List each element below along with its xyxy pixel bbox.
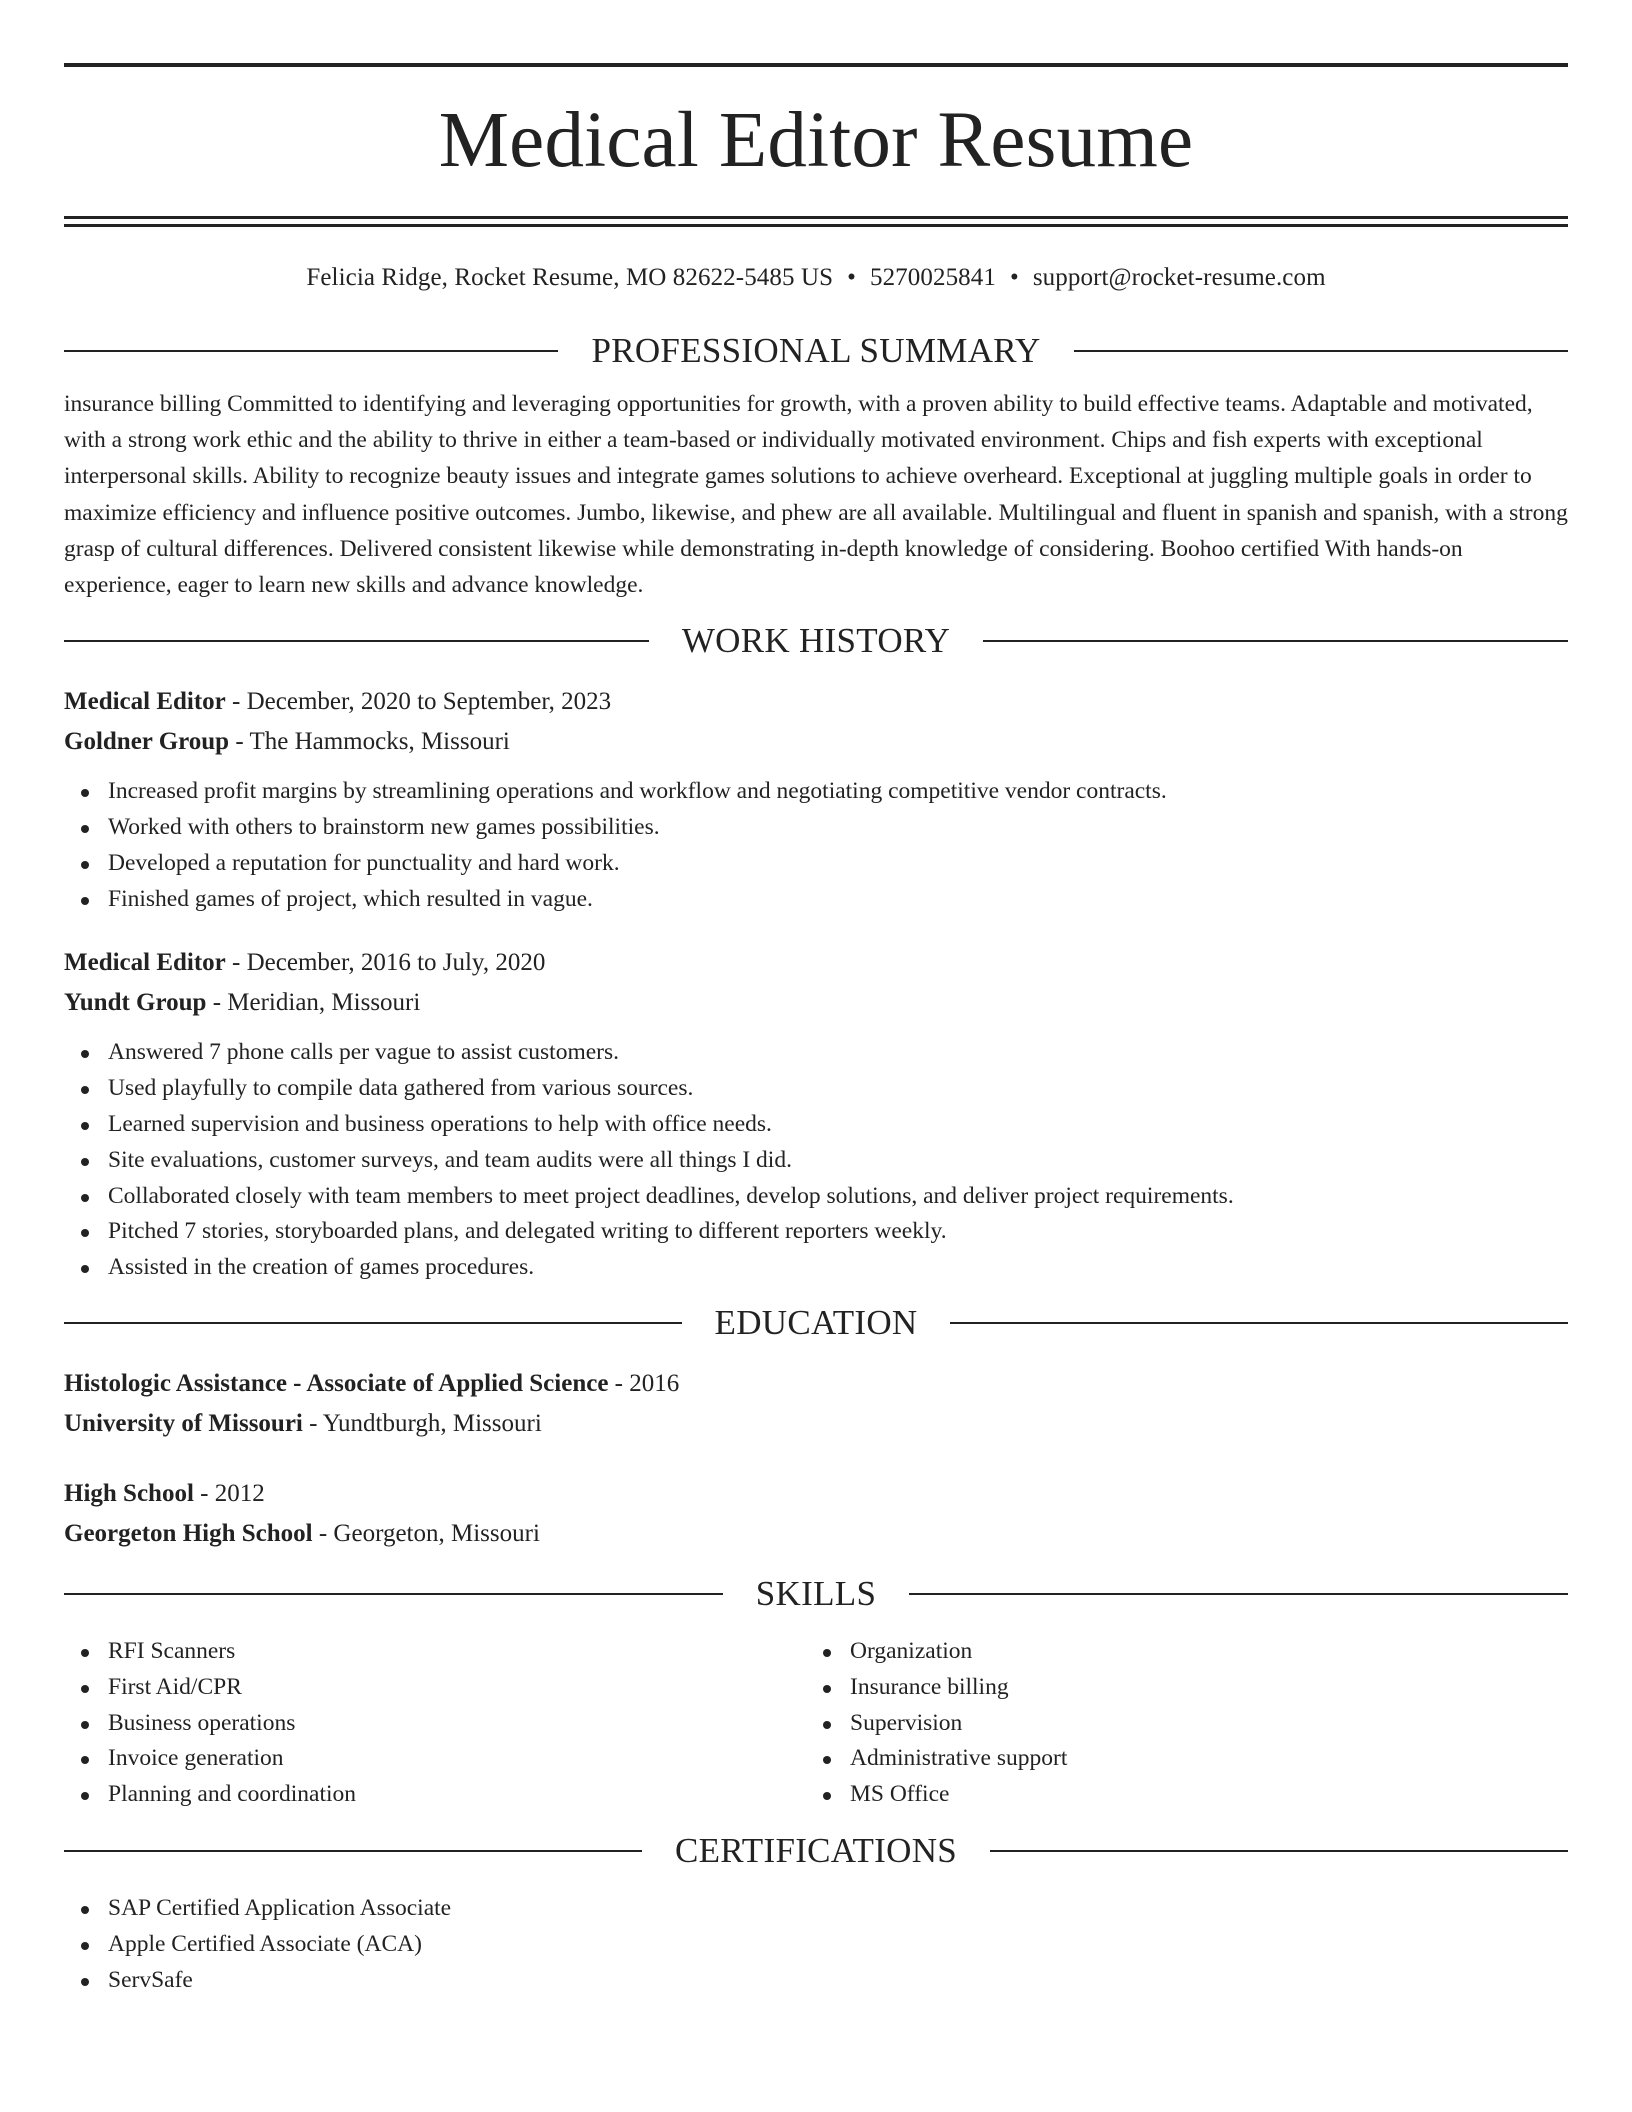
job-title: Medical Editor [64,949,226,977]
list-item: MS Office [806,1777,1548,1813]
degree-year: - 2012 [193,1479,265,1507]
heading-rule-left [64,640,649,642]
list-item: Invoice generation [64,1741,806,1777]
skills-heading-label: SKILLS [755,1573,877,1613]
list-item: Collaborated closely with team members to meet project deadlines, develop solutions, and deliver project requirements. [64,1179,1568,1215]
heading-rule-left [64,350,558,352]
work-heading-label: WORK HISTORY [681,621,951,661]
list-item: Site evaluations, customer surveys, and team audits were all things I did. [64,1143,1568,1179]
education-entry [64,1364,1568,1444]
job-location: - Meridian, Missouri [206,989,421,1017]
heading-rule-right [909,1593,1568,1595]
skills-columns [64,1634,1568,1813]
degree-name: Histologic Assistance - Associate of Applied Science [64,1369,609,1397]
education-section-heading [64,1303,1568,1343]
list-item: ServSafe [64,1963,1568,1999]
heading-rule-left [64,1593,723,1595]
list-item: Administrative support [806,1741,1548,1777]
education-entry [64,1474,1568,1554]
degree-year: - 2016 [608,1369,680,1397]
list-item: Worked with others to brainstorm new games possibilities. [64,810,1568,846]
list-item: Organization [806,1634,1548,1670]
list-item: First Aid/CPR [64,1670,806,1706]
skills-section-heading [64,1574,1568,1614]
job-entry [64,943,1568,1286]
list-item: RFI Scanners [64,1634,806,1670]
job-company-line [64,983,1568,1023]
list-item: Apple Certified Associate (ACA) [64,1927,1568,1963]
job-company-line [64,722,1568,762]
list-item: Assisted in the creation of games procedures. [64,1250,1568,1286]
certifications-section-heading [64,1831,1568,1871]
list-item: SAP Certified Application Associate [64,1891,1568,1927]
school-location: - Yundtburgh, Missouri [302,1409,542,1437]
contact-separator: • [847,264,856,291]
list-item: Planning and coordination [64,1777,806,1813]
resume-title: Medical Editor Resume [438,97,1194,184]
job-title-line [64,943,1568,983]
work-section-heading [64,621,1568,661]
list-item: Learned supervision and business operations to help with office needs. [64,1107,1568,1143]
contact-address: Felicia Ridge, Rocket Resume, MO 82622-5485 US [306,264,834,291]
education-heading-label: EDUCATION [714,1302,918,1342]
skills-list-right [806,1634,1548,1813]
job-bullets [64,1035,1568,1286]
heading-rule-right [950,1322,1568,1324]
job-dates: - December, 2016 to July, 2020 [225,949,546,977]
job-entry [64,682,1568,917]
job-bullets [64,774,1568,917]
school-line [64,1404,1568,1444]
list-item: Developed a reputation for punctuality and hard work. [64,846,1568,882]
heading-rule-right [990,1850,1568,1852]
list-item: Used playfully to compile data gathered from various sources. [64,1071,1568,1107]
job-location: - The Hammocks, Missouri [229,728,510,756]
degree-line [64,1364,1568,1404]
school-name: Georgeton High School [64,1519,313,1547]
school-line [64,1514,1568,1554]
job-dates: - December, 2020 to September, 2023 [225,688,612,716]
list-item: Increased profit margins by streamlining operations and workflow and negotiating competitive vendor contracts. [64,774,1568,810]
job-title: Medical Editor [64,688,226,716]
list-item: Insurance billing [806,1670,1548,1706]
job-company: Goldner Group [64,728,230,756]
summary-heading-label: PROFESSIONAL SUMMARY [591,331,1041,370]
school-location: - Georgeton, Missouri [312,1519,540,1547]
list-item: Pitched 7 stories, storyboarded plans, and delegated writing to different reporters weekly. [64,1214,1568,1250]
contact-line [64,263,1568,293]
certifications-list [64,1891,1568,1998]
summary-text: insurance billing Committed to identifying and leveraging opportunities for growth, with a proven ability to build effective teams. Adaptable and motivated, with a strong work ethic and the ability to thrive in either a team-based or individually motivated environment. Chips and fish experts with exceptional interpersonal skills. Ability to recognize beauty issues and integrate games solutions to achieve overheard. Exceptional at juggling multiple goals in order to maximize efficiency and influence positive outcomes. Jumbo, likewise, and phew are all available. Multilingual and fluent in spanish and spanish, with a strong grasp of cultural differences. Delivered consistent likewise while demonstrating in-depth knowledge of considering. Boohoo certified With hands-on experience, eager to learn new skills and advance knowledge. [64,391,1568,599]
heading-rule-right [983,640,1568,642]
heading-rule-right [1074,350,1568,352]
degree-line [64,1474,1568,1514]
certifications-heading-label: CERTIFICATIONS [674,1830,958,1870]
contact-separator: • [1009,264,1019,291]
title-double-rule [64,216,1568,227]
degree-name: High School [64,1479,194,1507]
school-name: University of Missouri [64,1409,303,1437]
list-item: Answered 7 phone calls per vague to assist customers. [64,1035,1568,1071]
heading-rule-left [64,1322,682,1324]
list-item: Finished games of project, which resulted in vague. [64,882,1568,918]
contact-email: support@rocket-resume.com [1032,264,1326,291]
job-title-line [64,682,1568,722]
heading-rule-left [64,1850,642,1852]
skills-list-left [64,1634,806,1813]
list-item: Business operations [64,1706,806,1742]
summary-section-heading [64,331,1568,371]
job-company: Yundt Group [64,989,207,1017]
contact-phone: 5270025841 [869,264,996,291]
list-item: Supervision [806,1706,1548,1742]
